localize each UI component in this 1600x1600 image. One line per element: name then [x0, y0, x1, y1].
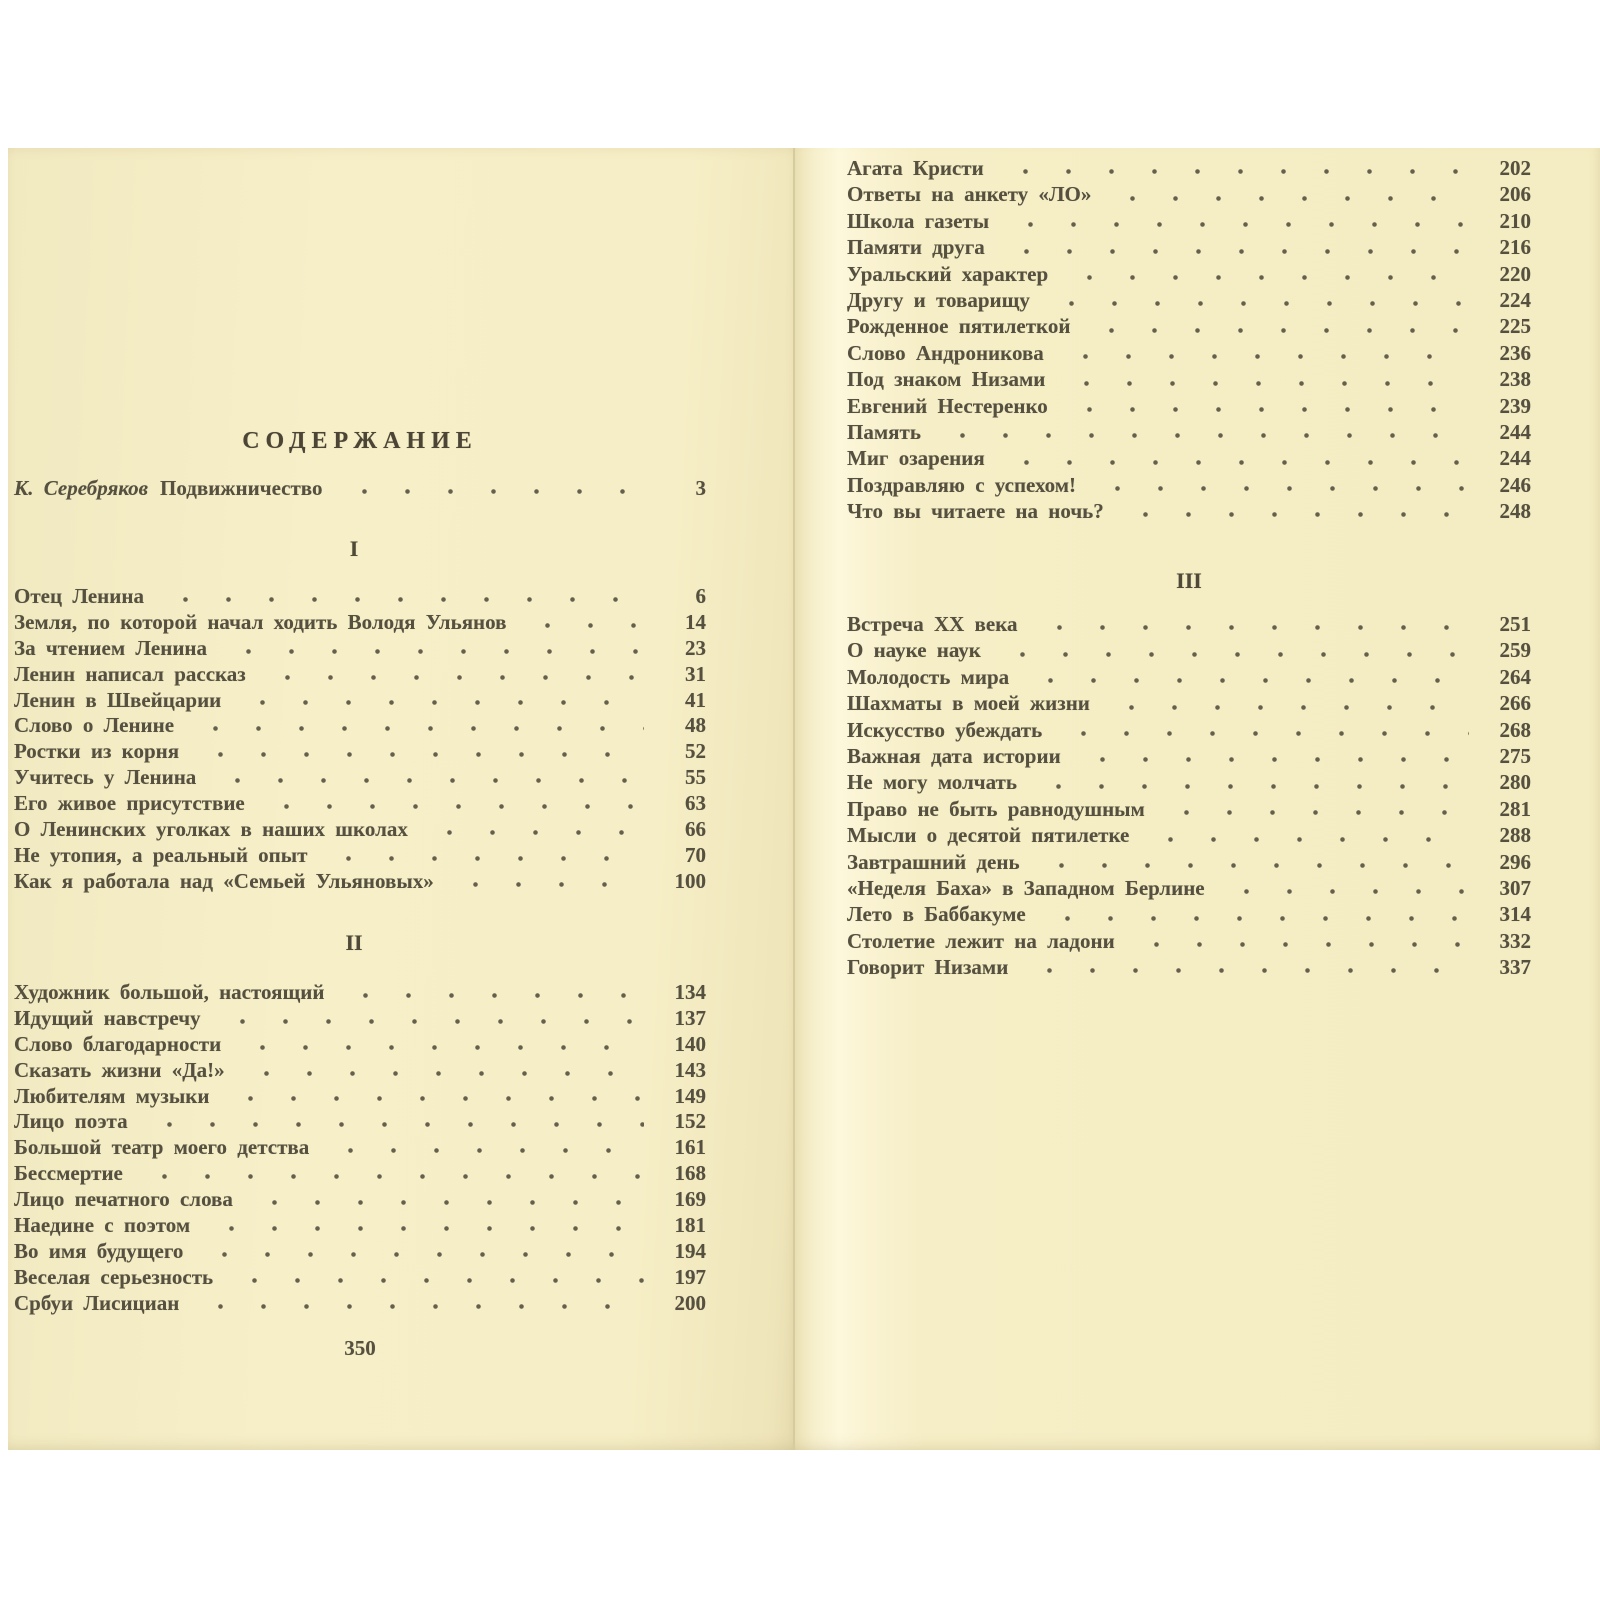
toc-section-i-items [14, 584, 706, 895]
author-name: К. Серебряков [14, 476, 149, 500]
toc-row [14, 584, 706, 610]
toc-item-title: Поздравляю с успехом! [847, 472, 1077, 497]
toc-page-number: 200 [674, 1290, 706, 1315]
toc-row [14, 1058, 706, 1084]
toc-row [14, 817, 706, 843]
toc-page-number: 23 [685, 635, 706, 660]
toc-page-number: 266 [1499, 691, 1531, 716]
toc-row [847, 929, 1531, 955]
toc-row [847, 367, 1531, 393]
toc-leader-dots [1077, 756, 1469, 763]
toc-item-title: Земля, по которой начал ходить Володя Ульянов [14, 609, 507, 634]
author-entry-title: Подвижничество [160, 476, 323, 500]
toc-row [847, 499, 1531, 525]
toc-item-title: Завтрашний день [847, 849, 1020, 874]
toc-item-title: Шахматы в моей жизни [847, 691, 1090, 716]
toc-leader-dots [1001, 248, 1469, 255]
toc-page-number: 100 [674, 868, 706, 893]
contents-heading: СОДЕРЖАНИЕ [242, 428, 478, 454]
toc-section-ii-continuation-items [847, 156, 1531, 525]
toc-item-title: Уральский характер [847, 261, 1049, 286]
toc-row [847, 420, 1531, 446]
toc-page-number: 314 [1499, 902, 1531, 927]
toc-page-number: 55 [685, 765, 706, 790]
toc-item-title: Слово благодарности [14, 1031, 222, 1056]
toc-section-ii-items [14, 980, 706, 1317]
toc-page-number: 246 [1499, 472, 1531, 497]
toc-leader-dots [1106, 704, 1469, 711]
toc-row [847, 823, 1531, 849]
toc-item-title: Не могу молчать [847, 770, 1017, 795]
left-page [8, 148, 795, 1450]
section-heading-ii: II [345, 930, 363, 955]
toc-item-title: Художник большой, настоящий [14, 980, 325, 1004]
toc-item-title: О науке наук [847, 638, 981, 663]
toc-item-title: Школа газеты [847, 208, 990, 233]
toc-leader-dots [195, 751, 644, 758]
toc-item-title: Его живое присутствие [14, 791, 245, 816]
toc-leader-dots [262, 674, 644, 681]
toc-row [847, 902, 1531, 928]
toc-leader-dots [1042, 915, 1469, 922]
toc-row-author [14, 476, 706, 502]
toc-page-number: 66 [685, 817, 706, 842]
right-page [795, 148, 1600, 1450]
toc-item-title: Наедине с поэтом [14, 1213, 191, 1238]
toc-page-number: 296 [1499, 849, 1531, 874]
toc-row [14, 791, 706, 817]
toc-page-number: 206 [1499, 182, 1531, 207]
toc-leader-dots [1033, 783, 1469, 790]
toc-page-number: 31 [685, 661, 706, 686]
toc-page-number: 134 [674, 980, 706, 1004]
toc-leader-dots [1005, 221, 1469, 228]
toc-item-title: Миг озарения [847, 446, 985, 471]
toc-page-number: 137 [674, 1005, 706, 1030]
toc-leader-dots [160, 596, 644, 603]
toc-item-title: Что вы читаете на ночь? [847, 499, 1104, 524]
toc-page-number: 197 [674, 1264, 706, 1289]
toc-item-title: Мысли о десятой пятилетке [847, 823, 1130, 848]
toc-row [14, 765, 706, 791]
toc-page-number: 225 [1499, 314, 1531, 339]
toc-leader-dots [424, 829, 644, 836]
toc-leader-dots [1025, 677, 1469, 684]
toc-leader-dots [450, 881, 644, 888]
toc-row [847, 473, 1531, 499]
toc-item-title: Молодость мира [847, 664, 1010, 689]
toc-page-number: 244 [1499, 419, 1531, 444]
toc-item-title: Встреча XX века [847, 612, 1018, 636]
toc-item-title: Учитесь у Ленина [14, 765, 197, 790]
toc-item-title: Ростки из корня [14, 739, 180, 764]
toc-row [847, 955, 1531, 981]
toc-item-title: О Ленинских уголках в наших школах [14, 817, 408, 842]
toc-item-title: Ленин в Швейцарии [14, 687, 222, 712]
toc-item-title: Агата Кристи [847, 156, 984, 180]
section-heading-iii: III [1176, 568, 1202, 593]
toc-row [847, 770, 1531, 796]
toc-item-title: Право не быть равнодушным [847, 796, 1145, 821]
toc-page-number: 210 [1499, 208, 1531, 233]
toc-item-title: «Неделя Баха» в Западном Берлине [847, 875, 1205, 900]
toc-row [14, 1084, 706, 1110]
toc-row [847, 638, 1531, 664]
toc-item-title: Идущий навстречу [14, 1005, 201, 1030]
toc-item-title: Слово о Ленине [14, 713, 175, 738]
toc-page-number: 236 [1499, 340, 1531, 365]
toc-leader-dots [241, 1070, 644, 1077]
toc-leader-dots [1000, 168, 1469, 175]
toc-page-number: 168 [674, 1161, 706, 1186]
toc-leader-dots [225, 1095, 644, 1102]
toc-leader-dots [1036, 862, 1469, 869]
toc-item-title: Память [847, 419, 921, 444]
toc-page-number: 14 [685, 609, 706, 634]
toc-page-number: 6 [695, 584, 706, 608]
toc-item-title: Другу и товарищу [847, 287, 1030, 312]
toc-page-number: 216 [1499, 235, 1531, 260]
toc-item-title: За чтением Ленина [14, 635, 208, 660]
toc-page-number: 181 [674, 1213, 706, 1238]
toc-leader-dots [190, 725, 644, 732]
toc-leader-dots [340, 992, 644, 999]
toc-row [14, 1006, 706, 1032]
toc-item-title: Искусство убеждать [847, 717, 1043, 742]
toc-page-number: 332 [1499, 928, 1531, 953]
toc-item-title: Ленин написал рассказ [14, 661, 246, 686]
toc-page-number: 244 [1499, 446, 1531, 471]
toc-row [847, 394, 1531, 420]
toc-leader-dots [206, 1225, 644, 1232]
toc-row [14, 1032, 706, 1058]
toc-row [14, 980, 706, 1006]
toc-item-title: Веселая серьезность [14, 1264, 214, 1289]
toc-item-title: Большой театр моего детства [14, 1135, 310, 1160]
toc-leader-dots [1086, 327, 1469, 334]
toc-row [847, 876, 1531, 902]
toc-leader-dots [237, 699, 644, 706]
toc-page-number: 288 [1499, 823, 1531, 848]
toc-row [847, 209, 1531, 235]
toc-page-number: 280 [1499, 770, 1531, 795]
toc-row [14, 713, 706, 739]
toc-item-title: Бессмертие [14, 1161, 123, 1186]
toc-item-title: Говорит Низами [847, 955, 1009, 980]
toc-page-number: 149 [674, 1083, 706, 1108]
toc-page-number: 307 [1499, 875, 1531, 900]
book-spread-photo [0, 148, 1600, 1450]
toc-item-title: Ответы на анкету «ЛО» [847, 182, 1092, 207]
toc-row [847, 744, 1531, 770]
toc-item-title: Не утопия, а реальный опыт [14, 842, 308, 867]
toc-row [847, 262, 1531, 288]
toc-page-number: 202 [1499, 156, 1531, 180]
toc-leader-dots [212, 777, 644, 784]
toc-page-number: 41 [685, 687, 706, 712]
toc-leader-dots [1064, 406, 1469, 413]
toc-leader-dots [139, 1173, 644, 1180]
toc-row [14, 1187, 706, 1213]
toc-leader-dots [1060, 353, 1469, 360]
toc-row [847, 691, 1531, 717]
toc-page-number: 281 [1499, 796, 1531, 821]
toc-item-title: Важная дата истории [847, 743, 1061, 768]
toc-row [14, 1135, 706, 1161]
toc-item-title: Лето в Баббакуме [847, 902, 1026, 927]
toc-page-number: 275 [1499, 743, 1531, 768]
toc-page-number: 3 [695, 476, 706, 500]
toc-row [847, 288, 1531, 314]
toc-item-title: Србуи Лисициан [14, 1290, 180, 1315]
toc-item-title: Как я работала над «Семьей Ульяновых» [14, 868, 434, 893]
toc-row [14, 1213, 706, 1239]
toc-row [14, 739, 706, 765]
toc-item-title: Слово Андроникова [847, 340, 1044, 365]
toc-row [847, 314, 1531, 340]
toc-page-number: 48 [685, 713, 706, 738]
toc-row [847, 156, 1531, 182]
toc-row [847, 182, 1531, 208]
toc-leader-dots [1131, 941, 1469, 948]
toc-row [14, 1291, 706, 1317]
section-heading-i: I [349, 536, 359, 561]
toc-page-number: 238 [1499, 367, 1531, 392]
toc-page-number: 264 [1499, 664, 1531, 689]
toc-row [14, 1161, 706, 1187]
toc-leader-dots [997, 651, 1469, 658]
toc-leader-dots [339, 488, 645, 495]
toc-leader-dots [144, 1121, 644, 1128]
toc-leader-dots [1024, 967, 1469, 974]
toc-page-number: 248 [1499, 499, 1531, 524]
toc-page-number: 220 [1499, 261, 1531, 286]
toc-row [14, 869, 706, 895]
toc-row [14, 1265, 706, 1291]
toc-row [14, 1109, 706, 1135]
toc-leader-dots [1046, 300, 1469, 307]
toc-row [847, 665, 1531, 691]
toc-row [14, 1239, 706, 1265]
toc-row [14, 843, 706, 869]
toc-item-title: Евгений Нестеренко [847, 393, 1048, 418]
toc-row [847, 235, 1531, 261]
toc-leader-dots [1001, 459, 1469, 466]
toc-item-title: Памяти друга [847, 235, 985, 260]
toc-leader-dots [195, 1303, 644, 1310]
toc-leader-dots [1107, 195, 1469, 202]
author-entry [14, 476, 323, 501]
toc-leader-dots [249, 1199, 644, 1206]
toc-section-iii-items [847, 612, 1531, 981]
toc-page-number: 143 [674, 1057, 706, 1082]
toc-page-number: 63 [685, 791, 706, 816]
author-entry-block [14, 476, 706, 502]
toc-leader-dots [522, 622, 644, 629]
toc-row [847, 718, 1531, 744]
toc-row [847, 446, 1531, 472]
toc-item-title: Рожденное пятилеткой [847, 314, 1071, 339]
toc-leader-dots [323, 855, 644, 862]
toc-row [14, 662, 706, 688]
toc-leader-dots [223, 648, 644, 655]
toc-row [847, 612, 1531, 638]
toc-leader-dots [1092, 485, 1469, 492]
toc-page-number: 169 [674, 1187, 706, 1212]
toc-leader-dots [1120, 511, 1469, 518]
toc-leader-dots [1145, 836, 1469, 843]
toc-item-title: Отец Ленина [14, 584, 144, 608]
toc-item-title: Лицо поэта [14, 1109, 128, 1134]
toc-page-number: 268 [1499, 717, 1531, 742]
toc-row [14, 636, 706, 662]
toc-leader-dots [229, 1277, 644, 1284]
toc-page-number: 52 [685, 739, 706, 764]
toc-item-title: Столетие лежит на ладони [847, 928, 1115, 953]
toc-page-number: 152 [674, 1109, 706, 1134]
toc-leader-dots [325, 1147, 644, 1154]
toc-leader-dots [261, 803, 644, 810]
toc-leader-dots [1061, 380, 1469, 387]
toc-page-number: 239 [1499, 393, 1531, 418]
toc-row [14, 610, 706, 636]
toc-leader-dots [237, 1044, 644, 1051]
toc-leader-dots [1034, 624, 1470, 631]
toc-leader-dots [1221, 888, 1469, 895]
toc-item-title: Во имя будущего [14, 1238, 184, 1263]
toc-row [847, 850, 1531, 876]
toc-page-number: 70 [685, 842, 706, 867]
toc-leader-dots [1064, 274, 1469, 281]
toc-leader-dots [1161, 809, 1469, 816]
toc-row [14, 688, 706, 714]
toc-item-title: Сказать жизни «Да!» [14, 1057, 225, 1082]
toc-row [847, 797, 1531, 823]
toc-leader-dots [1058, 730, 1469, 737]
toc-page-number: 337 [1499, 955, 1531, 980]
toc-leader-dots [217, 1018, 644, 1025]
toc-leader-dots [199, 1251, 644, 1258]
toc-page-number: 259 [1499, 638, 1531, 663]
toc-page-number: 194 [674, 1238, 706, 1263]
toc-item-title: Под знаком Низами [847, 367, 1046, 392]
toc-page-number: 161 [674, 1135, 706, 1160]
toc-page-number: 224 [1499, 287, 1531, 312]
toc-item-title: Любителям музыки [14, 1083, 210, 1108]
toc-page-number: 140 [674, 1031, 706, 1056]
toc-leader-dots [937, 432, 1469, 439]
toc-page-number: 251 [1499, 612, 1531, 636]
left-page-folio: 350 [344, 1336, 376, 1360]
toc-row [847, 341, 1531, 367]
toc-item-title: Лицо печатного слова [14, 1187, 233, 1212]
